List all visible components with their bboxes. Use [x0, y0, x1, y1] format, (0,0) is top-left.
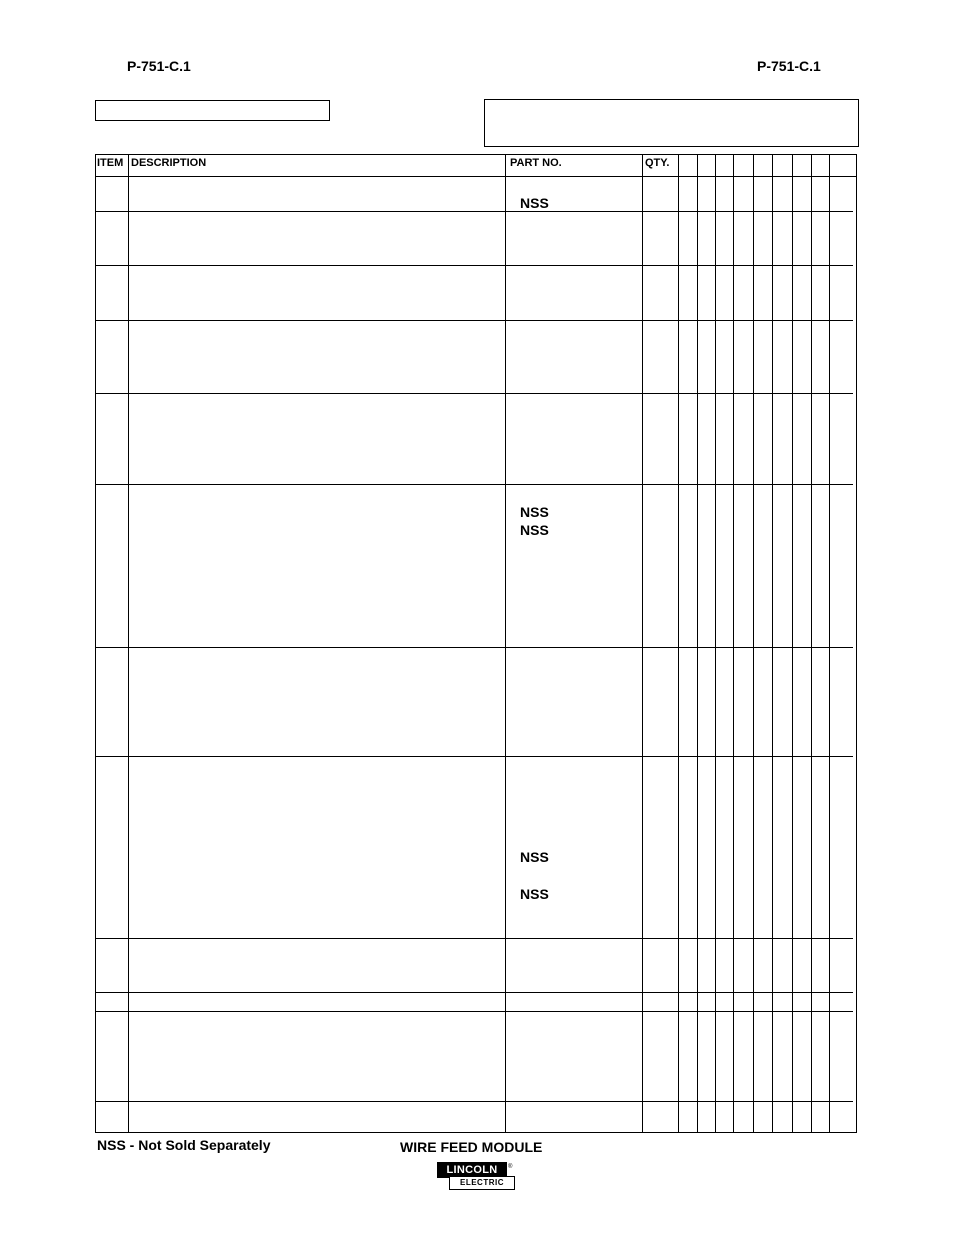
document-title: WIRE FEED MODULE: [400, 1139, 543, 1155]
row-divider: [96, 265, 853, 266]
column-divider: [128, 155, 129, 1132]
column-divider: [753, 155, 754, 1132]
title-box-small: [95, 100, 330, 121]
column-divider: [697, 155, 698, 1132]
part-number-nss: NSS: [520, 195, 549, 211]
column-divider: [792, 155, 793, 1132]
logo-bottom-text: ELECTRIC: [449, 1176, 515, 1190]
column-header-part-no: PART NO.: [510, 157, 562, 169]
column-divider: [678, 155, 679, 1132]
column-divider: [733, 155, 734, 1132]
row-divider: [96, 1101, 853, 1102]
row-divider: [96, 320, 853, 321]
row-divider: [96, 992, 853, 993]
row-divider: [96, 938, 853, 939]
column-header-description: DESCRIPTION: [131, 157, 207, 169]
column-divider: [811, 155, 812, 1132]
nss-legend: NSS - Not Sold Separately: [97, 1137, 271, 1153]
header-rule: [96, 176, 856, 177]
part-number-nss: NSS: [520, 849, 549, 865]
column-header-item: ITEM: [97, 157, 124, 169]
row-divider: [96, 1011, 853, 1012]
title-box-large: [484, 99, 859, 147]
parts-table: [95, 154, 857, 1133]
column-divider: [772, 155, 773, 1132]
logo-top-text: LINCOLN: [437, 1162, 507, 1178]
row-divider: [96, 393, 853, 394]
column-divider: [505, 155, 506, 1132]
row-divider: [96, 647, 853, 648]
column-header-qty: QTY.: [645, 157, 670, 169]
row-divider: [96, 484, 853, 485]
column-divider: [715, 155, 716, 1132]
document-code-right: P-751-C.1: [757, 58, 821, 74]
column-divider: [642, 155, 643, 1132]
lincoln-electric-logo: [437, 1162, 517, 1190]
column-divider: [829, 155, 830, 1132]
row-divider: [96, 756, 853, 757]
part-number-nss: NSS: [520, 886, 549, 902]
part-number-nss: NSS: [520, 522, 549, 538]
document-code-left: P-751-C.1: [127, 58, 191, 74]
row-divider: [96, 211, 853, 212]
part-number-nss: NSS: [520, 504, 549, 520]
registered-mark: ®: [508, 1164, 513, 1170]
